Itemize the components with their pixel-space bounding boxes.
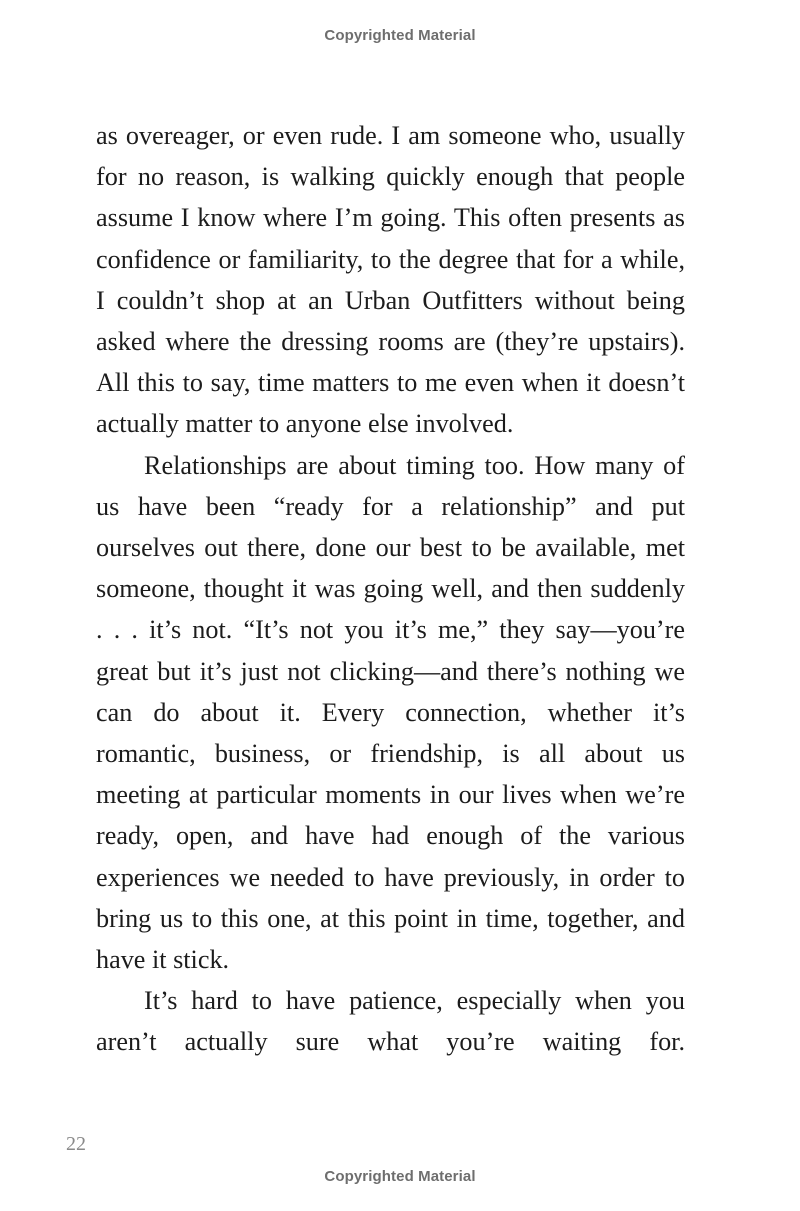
page-number: 22 bbox=[66, 1133, 86, 1155]
copyright-watermark-top: Copyrighted Material bbox=[324, 27, 476, 44]
paragraph-continuation: as overeager, or even rude. I am someone who, usually for no reason, is walking quickly enough that people assume I know where I’m going. This often presents as confidence or familiarity, to the degree that for a while, I couldn’t shop at an Urban Outfitters without being asked where the dressing rooms are (they’re upstairs). All this to say, time matters to me even when it doesn’t actually matter to anyone else involved. bbox=[96, 121, 685, 439]
paragraph-relationships: Relationships are about timing too. How many of us have been “ready for a relationship” and put ourselves out there, done our best to be available, met someone, thought it was going well, and then suddenly . . . it’s not. “It’s not you it’s me,” they say—you’re great but it’s just not clicking—and there’s nothing we can do about it. Every connection, whether it’s romantic, business, or friendship, is all about us meeting at particular moments in our lives when we’re ready, open, and have had enough of the various experiences we needed to have previously, in order to bring us to this one, at this point in time, together, and have it stick. bbox=[96, 450, 685, 975]
copyright-watermark-bottom: Copyrighted Material bbox=[324, 1168, 476, 1185]
paragraph-patience: It’s hard to have patience, especially when you aren’t actually sure what you’re waiting for. bbox=[96, 986, 685, 1057]
book-page-body bbox=[96, 115, 685, 1063]
